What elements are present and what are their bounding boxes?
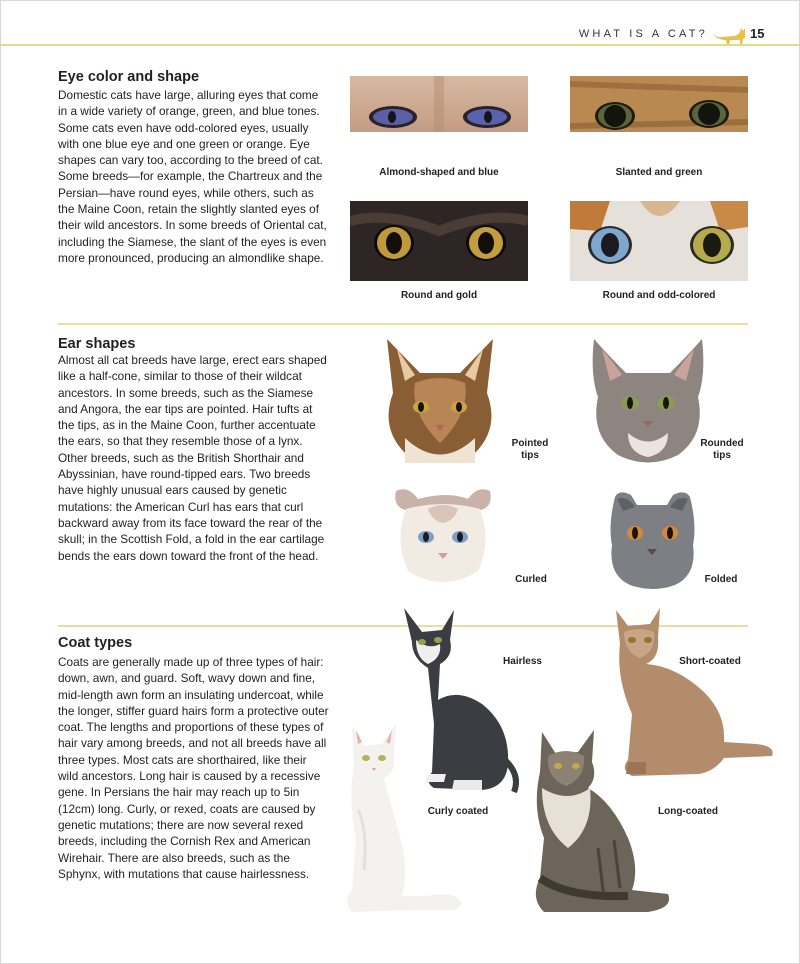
header-rule (0, 44, 800, 46)
caption-curly-coated: Curly coated (427, 806, 489, 817)
caption-hairless: Hairless (503, 656, 542, 667)
running-head: WHAT IS A CAT? (578, 28, 708, 40)
photo-folded-ear-cat (605, 485, 700, 590)
caption-folded: Folded (704, 574, 738, 585)
photo-curled-ear-cat (388, 481, 498, 591)
cat-silhouette-icon (710, 26, 748, 51)
caption-rounded-line1: Rounded (700, 438, 744, 449)
photo-long-coated-cat (528, 728, 674, 914)
caption-long-coated: Long-coated (658, 806, 718, 817)
photo-pointed-ear-cat (375, 333, 505, 473)
coats-body-text: Coats are generally made up of three types of hair: down, awn, and guard. Soft, wavy down and fine, mid-length awn form an insulating undercoat, while the longer, stiffer guard hairs form a protective outer coat. The lengths and proportions of these types of hair vary among breeds, and not all breeds have all three types. Most cats are shorthaired, like their wild ancestors. Long hair is caused by a recessive gene. In Persians the hair may reach up to 5in (12cm) long. Curly, or rexed, coats are caused by genetic mutations; there are now several rexed breeds, including the Cornish Rex and American Wirehair. There are also breeds, such as the Sphynx, with mutations that cause hairlessness. (58, 655, 329, 881)
eyes-body-text: Domestic cats have large, alluring eyes that come in a wide variety of orange, green, and blue tones. Some cats even have odd-colored eyes, usually with one blue eye and one green or orange. Eye shapes can vary too, according to the breed of cat. Some breeds—for example, the Chartreux and the Persian—have round eyes, while others, such as the Maine Coon, retain the slightly slanted eyes of their wild ancestors. In some breeds of Oriental cat, including the Siamese, the slant of the eyes is even more pronounced, producing an almondlike shape. (58, 88, 327, 265)
eyes-section-title: Eye color and shape (58, 69, 200, 85)
photo-almond-blue-eyes (350, 76, 528, 132)
caption-pointed-line1: Pointed (511, 438, 549, 449)
section-divider-1 (58, 323, 748, 325)
caption-curled: Curled (515, 574, 547, 585)
page-number: 15 (750, 26, 765, 41)
caption-round-odd-colored: Round and odd-colored (602, 290, 716, 301)
caption-slanted-green: Slanted and green (615, 167, 703, 178)
photo-curly-coated-cat (338, 720, 468, 918)
coats-section-title: Coat types (58, 635, 133, 651)
caption-rounded-tips (694, 438, 750, 462)
caption-almond-blue: Almond-shaped and blue (379, 167, 499, 178)
photo-slanted-green-eyes (570, 76, 748, 132)
caption-short-coated: Short-coated (679, 656, 741, 667)
photo-round-odd-colored-eyes (570, 201, 748, 281)
ears-body-text: Almost all cat breeds have large, erect ears shaped like a half-cone, similar to those of their wildcat ancestors. In some breeds, such as the Siamese and Angora, the ear tips are pointed. Hair tufts at the tips, as in the Maine Coon, further accentuate the ears, so that they resemble those of a lynx. Other breeds, such as the British Shorthair and Abyssinian, have round-tipped ears. Two breeds have highly unusual ears caused by genetic mutations: the American Curl has ears that curl backward away from its face toward the rear of the skull; in the Scottish Fold, a fold in the ear cartilage bends the ears down toward the front of the head. (58, 353, 327, 563)
caption-rounded-line2: tips (713, 450, 731, 461)
caption-round-gold: Round and gold (400, 290, 478, 301)
caption-pointed-line2: tips (521, 450, 539, 461)
ears-section-title: Ear shapes (58, 336, 136, 352)
photo-round-gold-eyes (350, 201, 528, 281)
photo-rounded-ear-cat (588, 335, 708, 470)
caption-pointed-tips (504, 438, 556, 462)
